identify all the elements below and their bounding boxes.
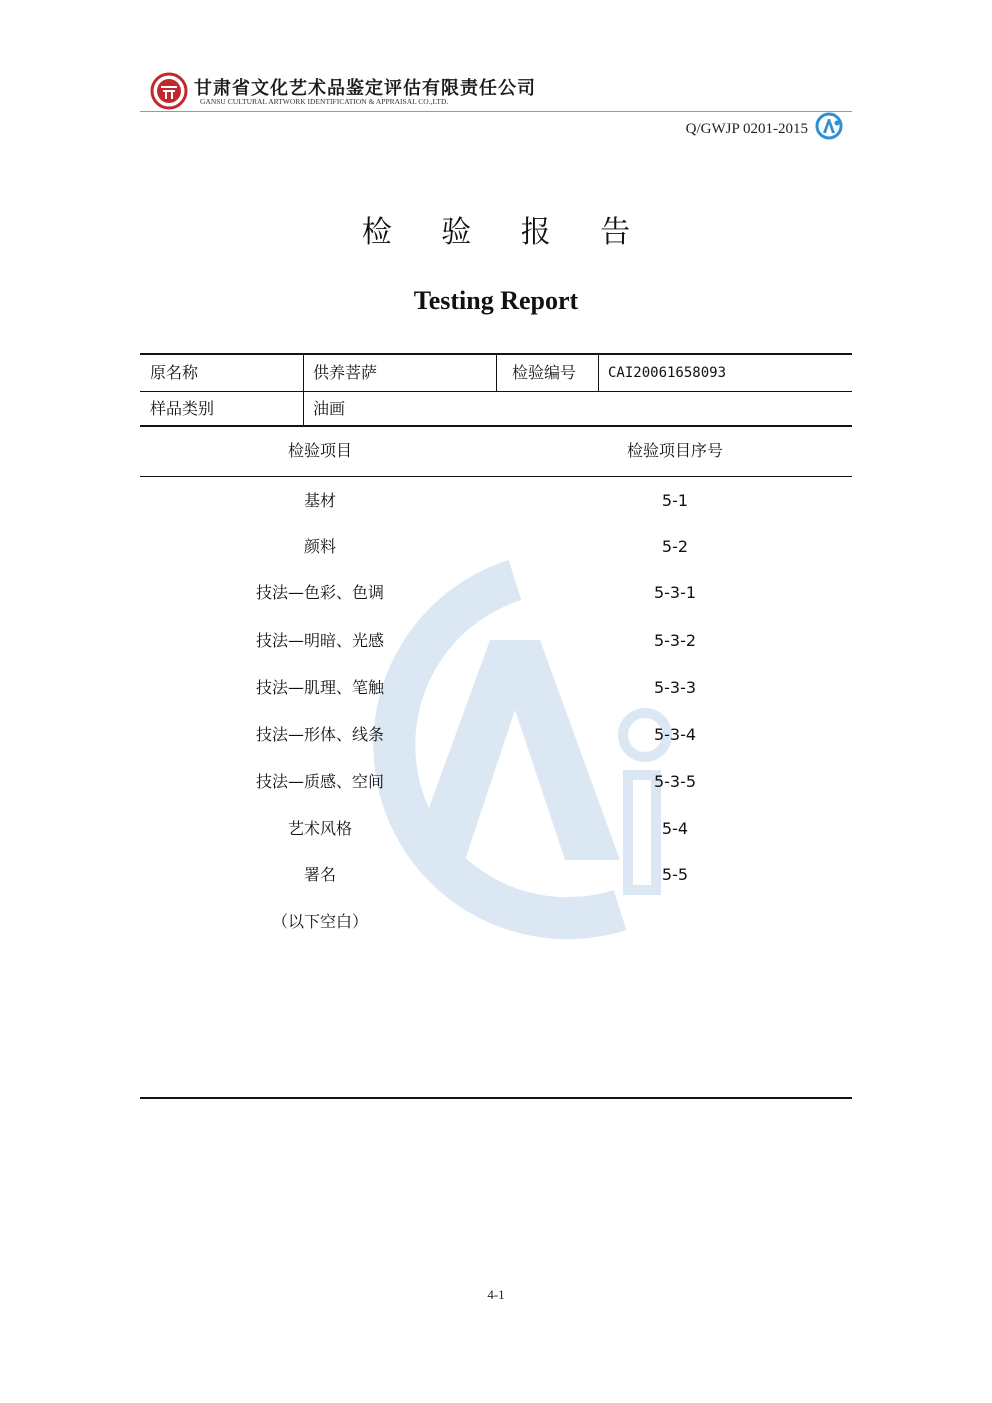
table-bottom-rule <box>140 1097 852 1099</box>
end-of-list-note: （以下空白） <box>271 912 368 931</box>
table-row-item: 颜料 <box>303 537 336 556</box>
name-label: 原名称 <box>150 363 199 382</box>
report-title-en: Testing Report <box>413 286 579 315</box>
company-name-cn: 甘肃省文化艺术品鉴定评估有限责任公司 <box>194 78 536 99</box>
table-row-item: 技法—明暗、光感 <box>255 631 384 650</box>
page-header <box>150 70 852 112</box>
table-row-number: 5-4 <box>661 819 689 838</box>
table-row-item: 基材 <box>303 491 336 510</box>
name-value: 供养菩萨 <box>313 363 378 382</box>
table-row-item: 技法—色彩、色调 <box>255 583 384 602</box>
table-divider <box>303 354 304 426</box>
category-label: 样品类别 <box>150 399 215 418</box>
table-row-item: 技法—质感、空间 <box>255 772 384 791</box>
table-row-item: 技法—形体、线条 <box>255 725 384 744</box>
table-row-item: 艺术风格 <box>287 819 352 838</box>
table-row-number: 5-3-1 <box>653 583 697 602</box>
table-row-number: 5-1 <box>661 491 689 510</box>
table-row-item: 署名 <box>303 865 336 884</box>
table-row-number: 5-3-3 <box>653 678 697 697</box>
certification-badge-icon <box>815 112 843 140</box>
watermark-logo-icon <box>350 560 680 950</box>
report-title-cn: 检 验 报 告 <box>361 215 651 250</box>
table-row-number: 5-5 <box>661 865 689 884</box>
table-row-number: 5-3-5 <box>653 772 697 791</box>
column-header-item: 检验项目 <box>287 441 352 460</box>
table-row-rule <box>140 391 852 392</box>
table-row-item: 技法—肌理、笔触 <box>255 678 384 697</box>
table-info-bottom-rule <box>140 425 852 427</box>
company-logo-icon <box>150 72 188 110</box>
table-divider <box>598 354 599 391</box>
category-value: 油画 <box>313 399 346 418</box>
page-number: 4-1 <box>487 1287 505 1302</box>
column-header-number: 检验项目序号 <box>626 441 723 460</box>
inspection-number-label: 检验编号 <box>512 363 577 382</box>
company-name-en: GANSU CULTURAL ARTWORK IDENTIFICATION & APPRAISAL CO.,LTD. <box>200 97 449 106</box>
inspection-number-value: CAI20061658093 <box>608 365 727 381</box>
table-divider <box>496 354 497 391</box>
header-divider <box>140 111 852 112</box>
document-code: Q/GWJP 0201-2015 <box>685 121 808 137</box>
table-row-number: 5-3-2 <box>653 631 697 650</box>
table-row-number: 5-2 <box>661 537 689 556</box>
table-row-number: 5-3-4 <box>653 725 697 744</box>
table-header-rule <box>140 476 852 477</box>
